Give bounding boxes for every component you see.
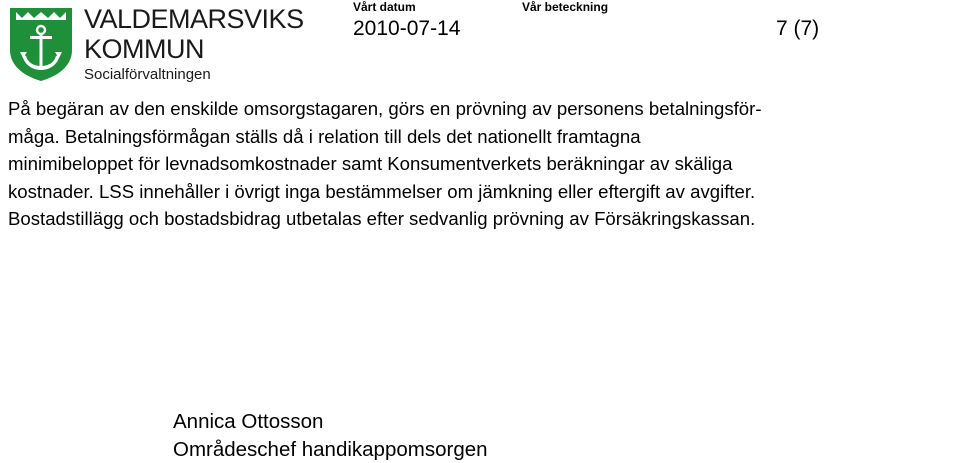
body-line: På begäran av den enskilde omsorgstagaren, görs en prövning av personens betalningsför-: [8, 98, 762, 119]
organization-name-line2: KOMMUN: [84, 34, 204, 64]
body-line: Bostadstillägg och bostadsbidrag utbetalas efter sedvanlig prövning av Försäkringskassan.: [8, 208, 756, 230]
signatory-title: Områdeschef handikappomsorgen: [173, 437, 488, 461]
municipality-shield-logo: [8, 6, 74, 82]
signature-block: [173, 408, 488, 463]
organization-name-line1: VALDEMARSVIKS: [84, 4, 304, 34]
body-paragraph: [8, 95, 953, 233]
organization-name: [84, 4, 304, 64]
signatory-name: Annica Ottosson: [173, 410, 324, 433]
body-line: måga. Betalningsförmågan ställs då i relation till dels det nationellt framtagna: [8, 125, 641, 147]
page-number: 7 (7): [776, 17, 820, 40]
department-name: Socialförvaltningen: [84, 66, 211, 83]
body-line: minimibeloppet för levnadsomkostnader samt Konsumentverkets beräkningar av skäliga: [8, 153, 733, 175]
body-line: kostnader. LSS innehåller i övrigt inga bestämmelser om jämkning eller eftergift av avgifter.: [8, 180, 756, 202]
reference-label: Vår beteckning: [522, 0, 609, 14]
date-label: Vårt datum: [353, 0, 416, 14]
date-value: 2010-07-14: [353, 17, 461, 40]
